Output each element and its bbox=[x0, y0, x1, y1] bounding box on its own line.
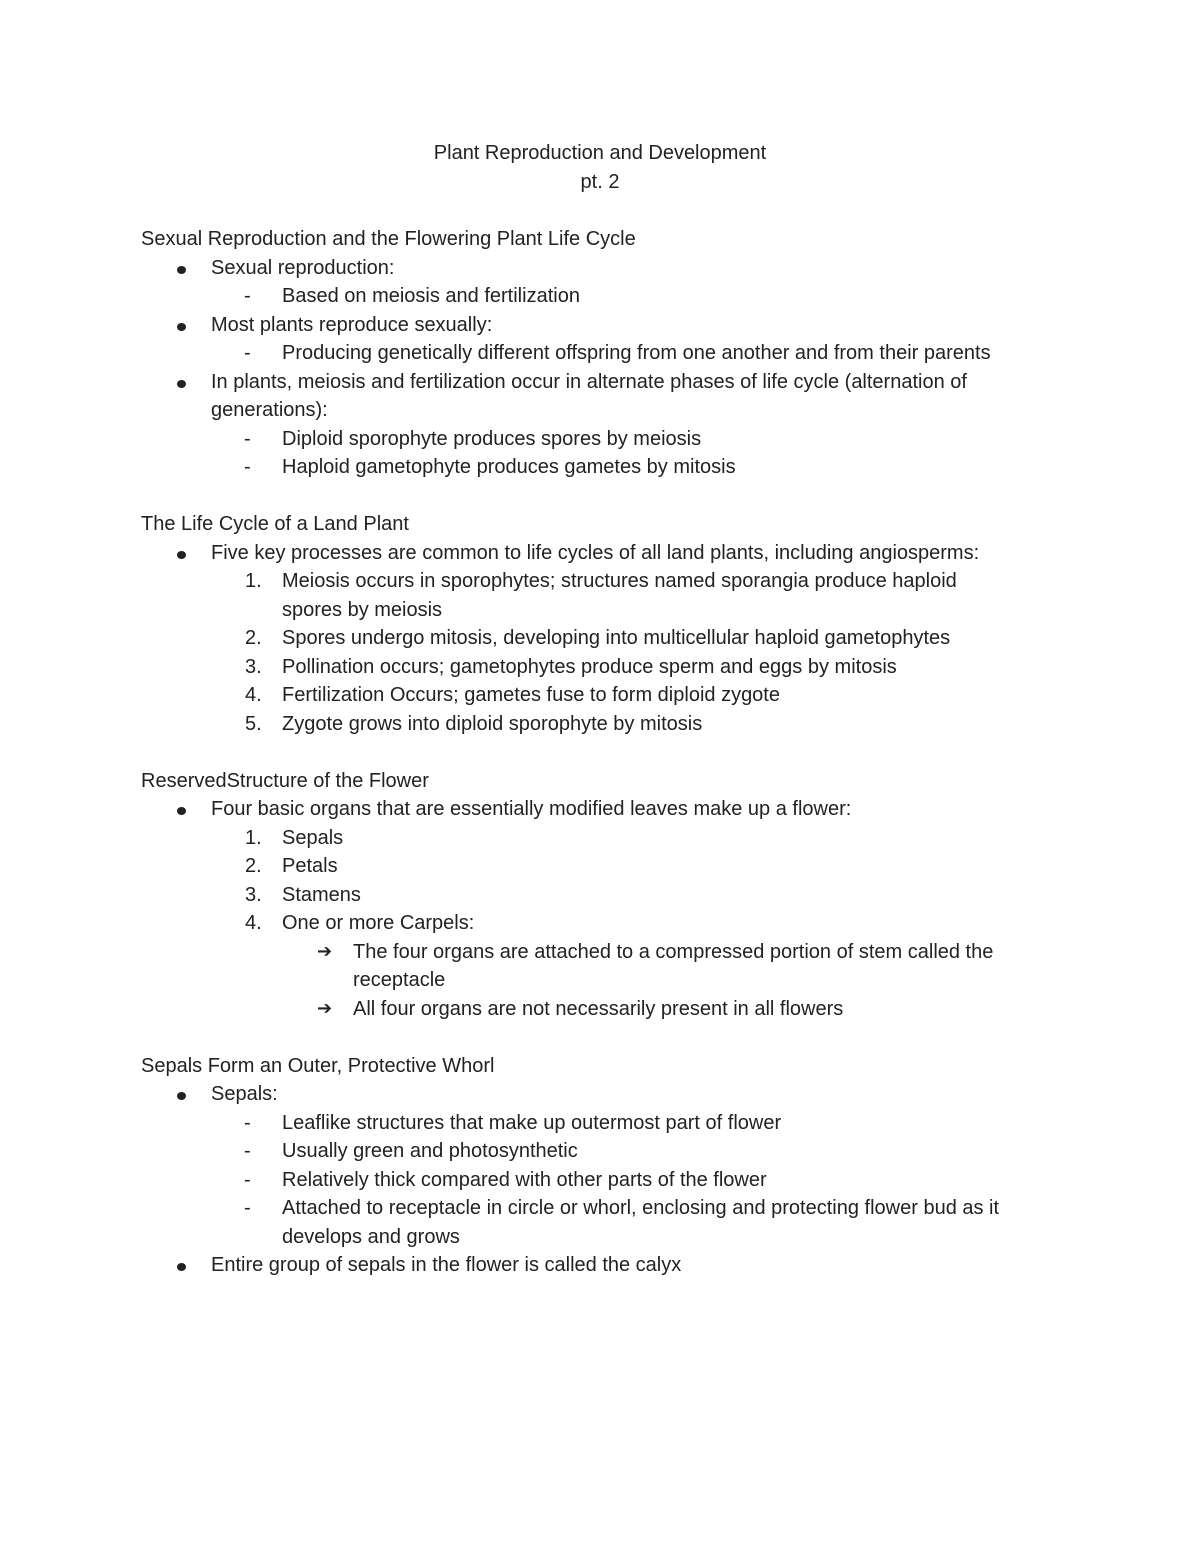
dash-marker: - bbox=[244, 1111, 251, 1134]
dash-item bbox=[141, 282, 1071, 311]
bullet-dot-icon bbox=[177, 795, 186, 824]
bullet-item bbox=[141, 311, 1071, 340]
document-subtitle: pt. 2 bbox=[580, 170, 620, 193]
number-marker: 3. bbox=[245, 883, 262, 906]
section-spacer bbox=[141, 1023, 1071, 1052]
numbered-text: Zygote grows into diploid sporophyte by mitosis bbox=[282, 712, 703, 735]
bullet-item bbox=[141, 1251, 1071, 1280]
numbered-text: Stamens bbox=[282, 883, 361, 906]
numbered-item bbox=[141, 653, 1071, 682]
bullet-text: Five key processes are common to life cycles of all land plants, including angiosperms: bbox=[211, 541, 980, 564]
arrow-text: All four organs are not necessarily present in all flowers bbox=[353, 997, 844, 1020]
dash-item bbox=[141, 1109, 1071, 1138]
section-spacer bbox=[141, 738, 1071, 767]
dash-marker: - bbox=[244, 1140, 251, 1162]
section-heading-flower-structure: ReservedStructure of the Flower bbox=[141, 769, 429, 792]
bullet-text: Four basic organs that are essentially modified leaves make up a flower: bbox=[211, 798, 852, 820]
numbered-text: Fertilization Occurs; gametes fuse to form diploid zygote bbox=[282, 684, 780, 706]
document-body bbox=[141, 225, 1071, 1280]
bullet-item bbox=[141, 539, 1071, 568]
title-block bbox=[0, 139, 1200, 196]
dash-text: Usually green and photosynthetic bbox=[282, 1140, 578, 1162]
dash-item bbox=[141, 1194, 1071, 1251]
bullet-text: Sepals: bbox=[211, 1083, 278, 1105]
bullet-text-line: In plants, meiosis and fertilization occur in alternate phases of life cycle (alternation of bbox=[211, 370, 967, 393]
dash-item bbox=[141, 453, 1071, 482]
bullet-dot-icon bbox=[177, 1251, 186, 1280]
dash-marker: - bbox=[244, 285, 251, 307]
dash-item bbox=[141, 1166, 1071, 1195]
bullet-item bbox=[141, 368, 1071, 425]
section-spacer bbox=[141, 482, 1071, 511]
arrow-right-icon: ➔ bbox=[317, 940, 333, 962]
numbered-text: Petals bbox=[282, 855, 338, 877]
dash-item bbox=[141, 339, 1071, 368]
numbered-text-line: spores by meiosis bbox=[282, 598, 443, 621]
arrow-right-icon: ➔ bbox=[317, 997, 333, 1019]
arrow-item bbox=[141, 938, 1071, 995]
bullet-text: Sexual reproduction: bbox=[211, 256, 395, 279]
number-marker: 1. bbox=[245, 570, 262, 592]
dash-marker: - bbox=[244, 427, 251, 450]
dash-item bbox=[141, 425, 1071, 454]
number-marker: 2. bbox=[245, 855, 262, 877]
section-heading-life-cycle: The Life Cycle of a Land Plant bbox=[141, 513, 409, 535]
dash-marker: - bbox=[244, 456, 251, 478]
dash-text: Haploid gametophyte produces gametes by mitosis bbox=[282, 456, 736, 478]
number-marker: 5. bbox=[245, 712, 262, 735]
arrow-text-line: The four organs are attached to a compressed portion of stem called the bbox=[353, 940, 994, 963]
bullet-dot-icon bbox=[177, 254, 186, 283]
dash-text: Leaflike structures that make up outermost part of flower bbox=[282, 1111, 782, 1134]
dash-text: Diploid sporophyte produces spores by meiosis bbox=[282, 427, 702, 450]
arrow-text-line: receptacle bbox=[353, 969, 446, 991]
bullet-dot-icon bbox=[177, 539, 186, 568]
numbered-item bbox=[141, 567, 1071, 624]
section-heading-sexual-reproduction: Sexual Reproduction and the Flowering Plant Life Cycle bbox=[141, 228, 636, 250]
numbered-item bbox=[141, 909, 1071, 938]
bullet-item bbox=[141, 254, 1071, 283]
number-marker: 1. bbox=[245, 826, 262, 849]
dash-text-line: develops and grows bbox=[282, 1225, 460, 1248]
bullet-text: Most plants reproduce sexually: bbox=[211, 313, 493, 336]
bullet-item bbox=[141, 795, 1071, 824]
numbered-item bbox=[141, 824, 1071, 853]
dash-marker: - bbox=[244, 1168, 251, 1191]
dash-text: Based on meiosis and fertilization bbox=[282, 285, 580, 307]
bullet-text: Entire group of sepals in the flower is called the calyx bbox=[211, 1254, 682, 1276]
bullet-dot-icon bbox=[177, 368, 186, 397]
number-marker: 2. bbox=[245, 627, 262, 649]
section-heading-sepals: Sepals Form an Outer, Protective Whorl bbox=[141, 1054, 495, 1077]
numbered-item bbox=[141, 710, 1071, 739]
numbered-item bbox=[141, 624, 1071, 653]
numbered-item bbox=[141, 852, 1071, 881]
numbered-text: Pollination occurs; gametophytes produce sperm and eggs by mitosis bbox=[282, 655, 897, 678]
number-marker: 4. bbox=[245, 684, 262, 706]
numbered-text-line: Meiosis occurs in sporophytes; structures named sporangia produce haploid bbox=[282, 570, 957, 592]
numbered-item bbox=[141, 881, 1071, 910]
bullet-dot-icon bbox=[177, 1080, 186, 1109]
numbered-text: Spores undergo mitosis, developing into multicellular haploid gametophytes bbox=[282, 627, 951, 649]
dash-text-line: Attached to receptacle in circle or whorl, enclosing and protecting flower bud as it bbox=[282, 1197, 1000, 1219]
numbered-text: One or more Carpels: bbox=[282, 912, 475, 934]
bullet-text-line: generations): bbox=[211, 399, 328, 421]
numbered-text: Sepals bbox=[282, 826, 344, 849]
number-marker: 3. bbox=[245, 655, 262, 678]
numbered-item bbox=[141, 681, 1071, 710]
dash-text: Relatively thick compared with other parts of the flower bbox=[282, 1168, 767, 1191]
bullet-item bbox=[141, 1080, 1071, 1109]
arrow-item bbox=[141, 995, 1071, 1024]
bullet-dot-icon bbox=[177, 311, 186, 340]
dash-marker: - bbox=[244, 1197, 251, 1219]
dash-item bbox=[141, 1137, 1071, 1166]
number-marker: 4. bbox=[245, 912, 262, 934]
dash-marker: - bbox=[244, 342, 251, 364]
dash-text: Producing genetically different offspring from one another and from their parents bbox=[282, 342, 991, 364]
document-title: Plant Reproduction and Development bbox=[433, 142, 767, 164]
